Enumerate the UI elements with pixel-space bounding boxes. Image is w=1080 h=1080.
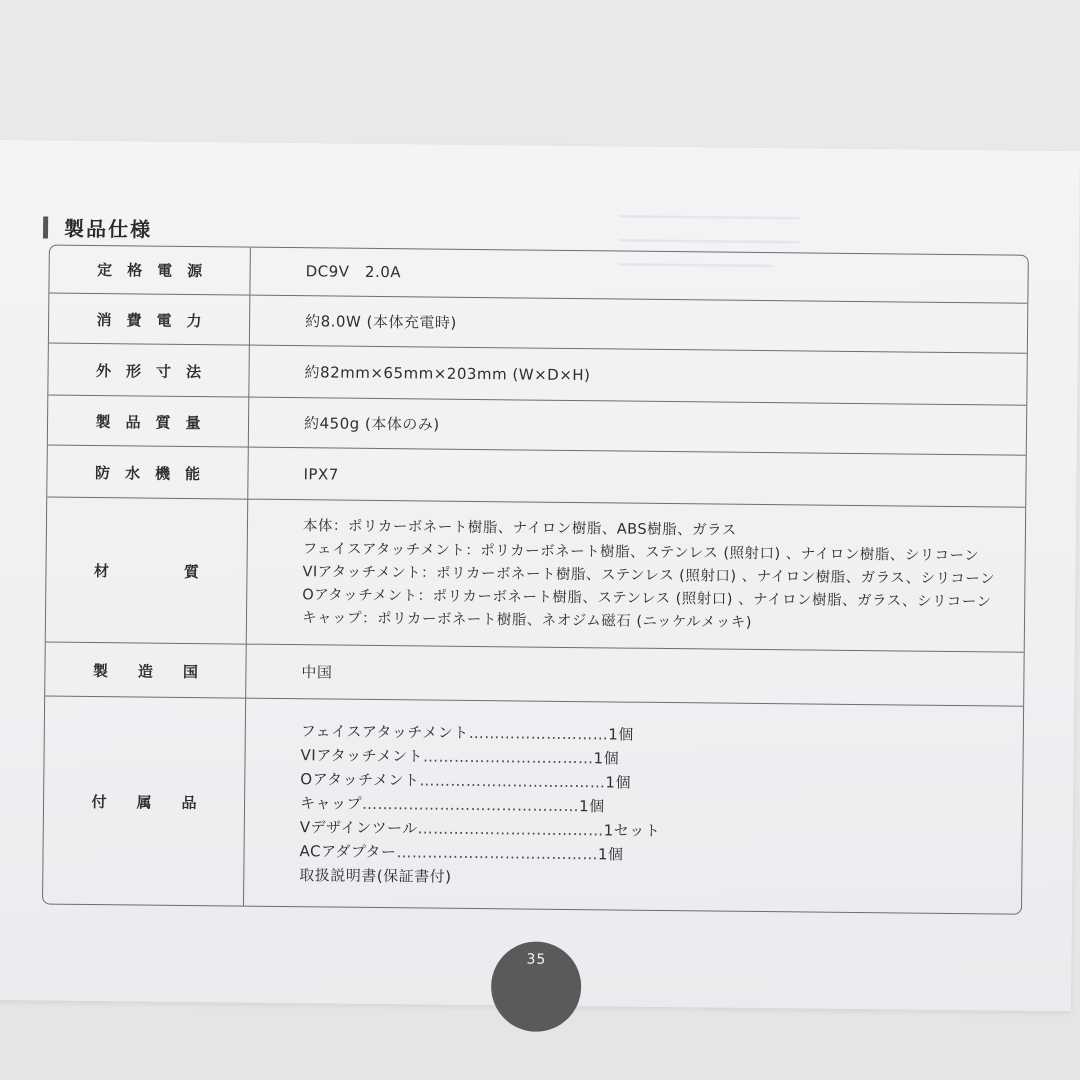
spec-value <box>305 296 1017 353</box>
heading-bar <box>43 216 48 238</box>
spec-label: 消 費 電 力 <box>49 294 251 346</box>
spec-value <box>304 398 1016 455</box>
section-heading <box>43 212 152 242</box>
spec-label: 材 質 <box>46 498 249 645</box>
manual-page <box>0 140 1080 1011</box>
accessory-name: フェイスアタッチメント <box>300 722 469 742</box>
spec-value-line: キャップ：ポリカーボネート樹脂、ネオジム磁石 (ニッケルメッキ) <box>301 610 753 631</box>
spec-table <box>42 245 1029 915</box>
accessory-qty: 1個 <box>608 725 634 744</box>
accessory-leader: …………………………… <box>423 747 594 768</box>
spec-value-line: VIアタッチメント：ポリカーボネート樹脂、ステンレス (照射口) 、ナイロン樹脂、ガラス、シリコーン <box>302 564 996 588</box>
accessory-qty: 1セット <box>603 821 661 840</box>
spec-label: 外 形 寸 法 <box>48 344 250 398</box>
accessory-name: Oアタッチメント <box>300 770 420 790</box>
accessory-name: ACアダプター <box>299 842 397 862</box>
accessory-leader: ……………………………… <box>419 771 606 792</box>
spec-value-line: 約8.0W (本体充電時) <box>305 311 457 332</box>
spec-value <box>302 500 1015 652</box>
accessory-name: VIアタッチメント <box>300 746 424 766</box>
spec-label: 定 格 電 源 <box>49 246 250 295</box>
accessory-name: 取扱説明書(保証書付) <box>299 866 452 886</box>
show-through-text: ━━━━━━━━━━━━━━━━━━━━ ━━━━━━━━━━━━━━━━━━━━ ━━━━━━━━━━━━━━━━━ <box>618 207 800 276</box>
page-number-badge <box>491 941 582 1032</box>
accessory-qty: 1個 <box>597 845 624 864</box>
spec-row-accessories <box>43 696 1023 915</box>
spec-value <box>303 448 1016 507</box>
spec-row-materials <box>46 497 1025 653</box>
accessory-qty: 1個 <box>605 773 632 792</box>
accessory-leader: ………………………………… <box>396 843 599 864</box>
accessory-leader: ……………………… <box>468 723 609 744</box>
spec-value-line: 本体：ポリカーボネート樹脂、ナイロン樹脂、ABS樹脂、ガラス <box>302 518 737 539</box>
spec-value <box>305 248 1017 302</box>
spec-value-line: 約450g (本体のみ) <box>303 413 440 434</box>
spec-value-line: 中国 <box>301 662 333 682</box>
spec-value-line: DC9V 2.0A <box>305 262 402 282</box>
accessory-qty: 1個 <box>578 797 605 816</box>
accessory-leader: …………………………………… <box>361 794 580 816</box>
spec-value-line: Oアタッチメント：ポリカーボネート樹脂、ステンレス (照射口) 、ナイロン樹脂、ガラス、シリコーン <box>302 587 992 611</box>
spec-value <box>299 699 1013 914</box>
accessory-name: キャップ <box>299 794 363 813</box>
accessory-name: Vデザインツール <box>299 818 418 838</box>
accessory-qty: 1個 <box>593 749 620 768</box>
spec-value <box>304 346 1017 405</box>
spec-label: 防 水 機 能 <box>47 446 249 500</box>
spec-value-line: 約82mm×65mm×203mm (W×D×H) <box>304 362 591 384</box>
spec-label: 製 品 質 量 <box>48 396 250 448</box>
spec-value-line: フェイスアタッチメント：ポリカーボネート樹脂、ステンレス (照射口) 、ナイロン樹脂、シリコーン <box>302 541 980 565</box>
accessory-leader: ……………………………… <box>417 819 604 840</box>
spec-value-line: IPX7 <box>303 464 339 484</box>
heading-title: 製品仕様 <box>63 216 153 242</box>
page-number: 35 <box>526 951 547 968</box>
spec-label: 製 造 国 <box>45 643 247 699</box>
spec-value <box>301 645 1014 706</box>
spec-label: 付 属 品 <box>43 697 246 907</box>
